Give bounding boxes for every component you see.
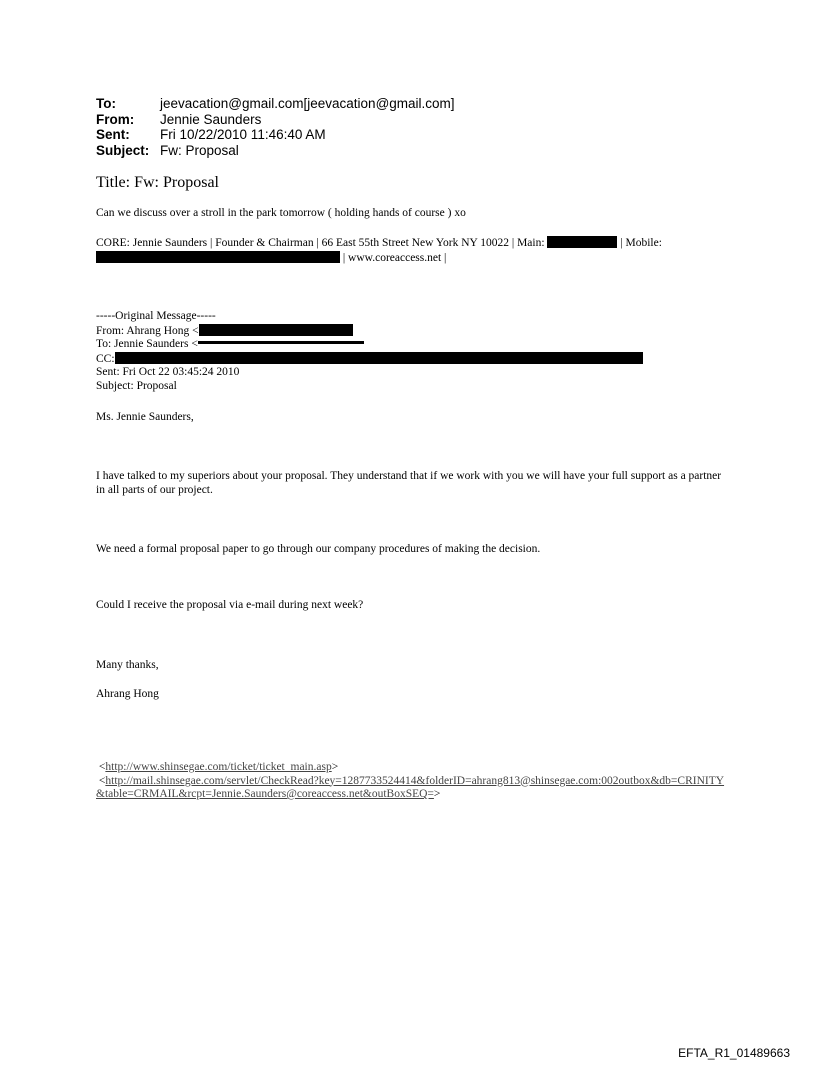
original-cc [96, 352, 736, 367]
reply-body: Can we discuss over a stroll in the park tomorrow ( holding hands of course ) xo [96, 207, 466, 219]
letter-signer: Ahrang Hong [96, 688, 159, 700]
original-cc-text: CC: [96, 352, 115, 365]
from-value: Jennie Saunders [160, 111, 262, 127]
subject-value: Fw: Proposal [160, 142, 239, 158]
link-row-2: <http://mail.shinsegae.com/servlet/CheckRead?key=1287733524414&folderID=ahrang813@shinsegae.com:002outbox&db=CRINITY&table=CRMAIL&rcpt=Jennie.Saunders@coreaccess.net&outBoxSEQ=> [96, 774, 725, 800]
from-label: From: [96, 111, 135, 127]
original-separator: -----Original Message----- [96, 310, 216, 322]
links-block [96, 761, 726, 802]
signature-mobile: | Mobile: [620, 237, 662, 249]
redaction-bar [115, 352, 643, 364]
original-to [96, 338, 736, 352]
letter-paragraph-1: I have talked to my superiors about your proposal. They understand that if we work with you we will have your full support as a partner in all parts of our project. [96, 470, 722, 496]
link-shinsegae-checkread[interactable]: http://mail.shinsegae.com/servlet/CheckRead?key=1287733524414&folderID=ahrang813@shinsegae.com:002outbox&db=CRINITY&table=CRMAIL&rcpt=Jennie.Saunders@coreaccess.net&outBoxSEQ= [96, 774, 725, 800]
subject-label: Subject: [96, 142, 150, 158]
letter-salutation: Ms. Jennie Saunders, [96, 411, 194, 423]
subject-row [96, 143, 455, 159]
redaction-bar [96, 251, 340, 263]
original-to-text: To: Jennie Saunders < [96, 338, 198, 350]
letter-closing: Many thanks, [96, 659, 159, 671]
original-from [96, 324, 736, 339]
to-row [96, 96, 455, 112]
link-row-1: <http://www.shinsegae.com/ticket/ticket_main.asp> [96, 761, 339, 773]
signature-block [96, 236, 736, 265]
sent-label: Sent: [96, 127, 130, 142]
redaction-bar [198, 341, 364, 344]
to-value: jeevacation@gmail.com[jeevacation@gmail.com] [160, 96, 455, 111]
redaction-bar [547, 236, 617, 248]
link-shinsegae-ticket[interactable]: http://www.shinsegae.com/ticket/ticket_main.asp [105, 761, 332, 773]
document-id: EFTA_R1_01489663 [678, 1046, 790, 1060]
original-from-text: From: Ahrang Hong < [96, 324, 199, 337]
from-row [96, 112, 455, 128]
original-message-header [96, 310, 736, 393]
signature-line-1: CORE: Jennie Saunders | Founder & Chairman | 66 East 55th Street New York NY 10022 | Main: [96, 237, 545, 249]
redaction-bar [199, 324, 353, 336]
to-label: To: [96, 96, 116, 111]
email-header [96, 96, 455, 158]
letter-paragraph-3: Could I receive the proposal via e-mail during next week? [96, 599, 364, 611]
sent-row [96, 127, 455, 143]
original-subject: Subject: Proposal [96, 379, 177, 392]
sent-value: Fri 10/22/2010 11:46:40 AM [160, 127, 326, 142]
original-sent: Sent: Fri Oct 22 03:45:24 2010 [96, 366, 240, 378]
letter-paragraph-2: We need a formal proposal paper to go through our company procedures of making the decision. [96, 543, 541, 555]
document-title: Title: Fw: Proposal [96, 174, 219, 191]
signature-web: | www.coreaccess.net | [342, 251, 447, 264]
